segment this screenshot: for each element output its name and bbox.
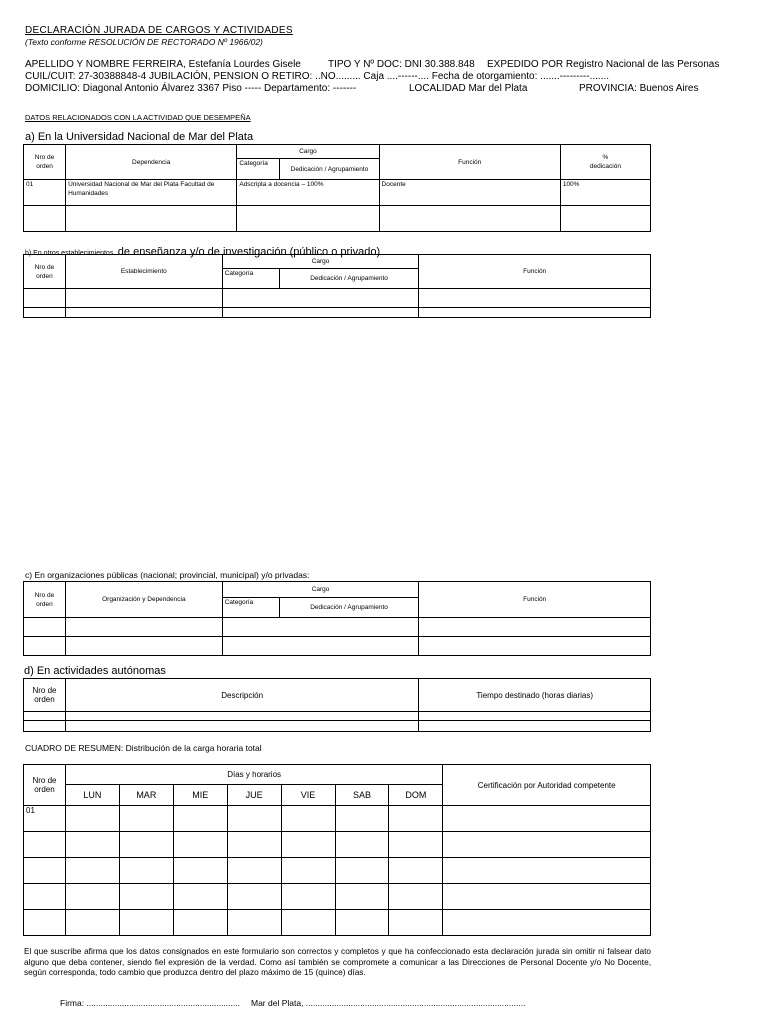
personal-issued: EXPEDIDO POR Registro Nacional de las Personas xyxy=(487,59,720,70)
table-row xyxy=(24,637,651,656)
cell-nro: 01 xyxy=(24,806,66,832)
table-row xyxy=(24,618,651,637)
table-row xyxy=(24,180,651,206)
header-categoria: Categoría xyxy=(222,269,279,289)
header-dedicacion: Dedicación / Agrupamiento xyxy=(279,598,419,618)
table-d xyxy=(23,678,651,732)
day-mar: MAR xyxy=(119,785,173,806)
header-cert: Certificación por Autoridad competente xyxy=(443,765,651,806)
day-vie: VIE xyxy=(281,785,335,806)
day-lun: LUN xyxy=(65,785,119,806)
header-categoria: Categoría xyxy=(237,159,280,180)
header-nro: Nro de orden xyxy=(24,255,66,289)
table-c xyxy=(23,581,651,656)
header-funcion: Función xyxy=(419,582,651,618)
personal-name: APELLIDO Y NOMBRE FERREIRA, Estefanía Lourdes Gisele xyxy=(25,59,301,70)
header-nro: Nro de orden xyxy=(24,679,66,712)
table-row xyxy=(24,308,651,318)
section-d-title: d) En actividades autónomas xyxy=(24,665,166,677)
cell-dependencia: Universidad Nacional de Mar del Plata Facultad de Humanidades xyxy=(66,180,237,206)
personal-cuil-line: CUIL/CUIT: 27-30388848-4 JUBILACIÓN, PENSION O RETIRO: ..NO......... Caja ....------.... Fecha de otorgamiento: .......---------....... xyxy=(25,71,610,82)
summary-table xyxy=(23,764,651,936)
personal-doc: TIPO Y Nº DOC: DNI 30.388.848 xyxy=(328,59,475,70)
personal-address: DOMICILIO: Diagonal Antonio Álvarez 3367 Piso ----- Departamento: ------- xyxy=(25,83,357,94)
section-b-title: b) En otros establecimientos de enseñanza y/o de investigación (público o privado) xyxy=(25,246,381,258)
table-a xyxy=(23,144,651,232)
section-a-title: a) En la Universidad Nacional de Mar del Plata xyxy=(25,131,254,143)
header-tiempo: Tiempo destinado (horas diarias) xyxy=(419,679,651,712)
signature-firma: Firma: ................................................................. xyxy=(60,998,240,1008)
table-row xyxy=(24,712,651,721)
header-descripcion: Descripción xyxy=(65,679,418,712)
day-mie: MIE xyxy=(173,785,227,806)
day-sab: SAB xyxy=(335,785,389,806)
day-jue: JUE xyxy=(227,785,281,806)
summary-title: CUADRO DE RESUMEN: Distribución de la carga horaria total xyxy=(25,743,262,753)
personal-locality: LOCALIDAD Mar del Plata xyxy=(409,83,528,94)
header-funcion: Función xyxy=(419,255,651,289)
document-subtitle: (Texto conforme RESOLUCIÓN DE RECTORADO Nº 1966/02) xyxy=(25,37,263,47)
header-nro: Nro de orden xyxy=(24,765,66,806)
section-c-title: c) En organizaciones públicas (nacional; provincial, municipal) y/o privadas: xyxy=(25,570,310,580)
document-title: DECLARACIÓN JURADA DE CARGOS Y ACTIVIDADES xyxy=(25,25,293,36)
table-row xyxy=(24,721,651,732)
table-row xyxy=(24,858,651,884)
cell-nro: 01 xyxy=(24,180,66,206)
signature-lugar: Mar del Plata, ............................................................................................. xyxy=(251,998,526,1008)
table-row xyxy=(24,832,651,858)
header-organizacion: Organización y Dependencia xyxy=(65,582,222,618)
table-row xyxy=(24,206,651,232)
table-row xyxy=(24,884,651,910)
section-heading: DATOS RELACIONADOS CON LA ACTIVIDAD QUE DESEMPEÑA xyxy=(25,113,251,122)
header-dedicacion: Dedicación / Agrupamiento xyxy=(280,159,379,180)
header-categoria: Categoría xyxy=(222,598,279,618)
header-establecimiento: Establecimiento xyxy=(65,255,222,289)
cell-pct: 100% xyxy=(560,180,650,206)
personal-province: PROVINCIA: Buenos Aires xyxy=(579,83,699,94)
table-row xyxy=(24,806,651,832)
header-nro: Nro de orden xyxy=(24,145,66,180)
header-dependencia: Dependencia xyxy=(66,145,237,180)
table-b xyxy=(23,254,651,318)
table-row xyxy=(24,910,651,936)
declaration-text: El que suscribe afirma que los datos consignados en este formulario son correctos y completos y que ha confeccionado esta declaración jurada sin omitir ni falsear dato alguno que deba contener, siendo fiel expresión de la verdad. Como así también se compromete a comunicar a las Direcciones de Personal Docente y/o No Docente, según corresponda, todo cambio que produzca dentro del plazo máximo de 15 (quince) días. xyxy=(24,946,651,977)
header-cargo: Cargo xyxy=(222,255,419,269)
header-nro: Nro de orden xyxy=(24,582,66,618)
header-cargo: Cargo xyxy=(222,582,419,598)
header-dias: Días y horarios xyxy=(65,765,442,785)
header-funcion: Función xyxy=(379,145,560,180)
header-dedicacion: Dedicación / Agrupamiento xyxy=(279,269,419,289)
header-pct: % dedicación xyxy=(560,145,650,180)
cell-categoria: Adscripta a docencia – 100% xyxy=(237,180,379,206)
header-cargo: Cargo xyxy=(237,145,379,159)
table-row xyxy=(24,289,651,308)
day-dom: DOM xyxy=(389,785,443,806)
cell-funcion: Docente xyxy=(379,180,560,206)
